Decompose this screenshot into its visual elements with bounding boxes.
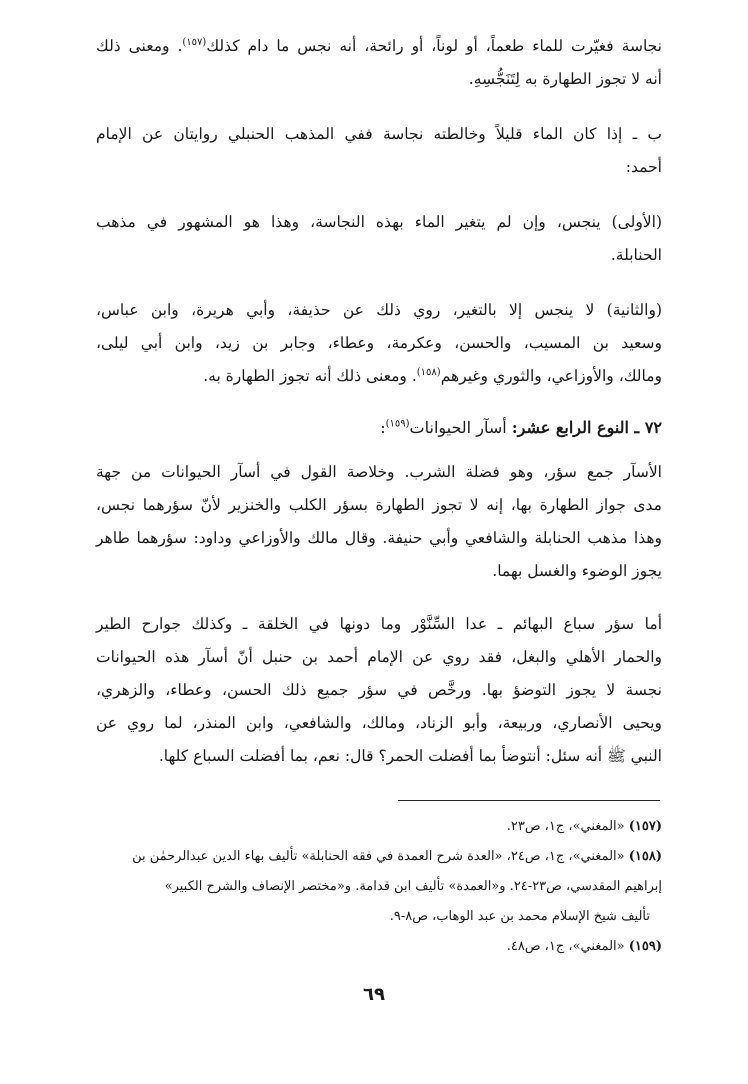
paragraph-1 xyxy=(96,30,662,96)
text-line: نجسة لا يجوز التوضؤ بها. ورخَّص في سؤر جميع ذلك الحسن، وعطاء، والزهري، xyxy=(96,681,662,699)
text-line: وهذا مذهب الحنابلة والشافعي وأبي حنيفة. وقال مالك والأوزاعي وداود: سؤرهما طاهر xyxy=(96,529,662,547)
text-segment: نجاسة فغيّرت للماء طعماً، أو لوناً، أو رائحة، أنه نجس ما دام كذلك xyxy=(206,37,662,55)
footnote-158-continued: إبراهيم المقدسي، ص٢٣-٢٤. و«العمدة» تأليف ابن قدامة. و«مختصر الإنصاف والشرح الكبير» xyxy=(164,879,662,894)
text-line: أحمد: xyxy=(625,158,662,176)
text-line xyxy=(96,30,662,63)
footnote-text: «المغني»، ج١، ص٤٨. xyxy=(506,939,625,954)
text-line xyxy=(96,360,662,393)
text-line: الأسآر جمع سؤر، وهو فضلة الشرب. وخلاصة القول في أسآر الحيوانات من جهة xyxy=(96,463,662,481)
footnote-text: «المغني»، ج١، ص٢٤، «العدة شرح العمدة في فقه الحنابلة» تأليف بهاء الدين عبدالرحمٰن بن xyxy=(132,849,625,864)
paragraph-4 xyxy=(96,294,662,393)
footnote-158 xyxy=(96,842,662,872)
heading-colon: : xyxy=(380,418,386,437)
text-segment: . ومعنى ذلك أنه تجوز الطهارة به. xyxy=(203,367,417,385)
section-number-title: ٧٢ ـ النوع الرابع عشر: xyxy=(511,418,662,437)
footnotes xyxy=(96,812,662,962)
section-subject: أسآر الحيوانات xyxy=(409,418,507,437)
text-line: (الأولى) ينجس، وإن لم يتغير الماء بهذه النجاسة، وهذا هو المشهور في مذهب xyxy=(96,213,662,231)
text-segment: . ومعنى ذلك xyxy=(96,37,183,55)
footnote-ref-157[interactable]: (١٥٧) xyxy=(182,36,207,48)
footnote-157 xyxy=(96,812,662,842)
footnote-text: «المغني»، ج١، ص٢٣. xyxy=(506,819,625,834)
text-line: أما سؤر سباع البهائم ـ عدا السِّنَّوْر وما دونها في الخلقة ـ وكذلك جوارح الطير xyxy=(96,615,662,633)
text-line: مدى جواز الطهارة بها، إنه لا تجوز الطهارة بسؤر الكلب والخنزير لأنّ سؤرهما نجس، xyxy=(96,496,662,514)
paragraph-3 xyxy=(96,206,662,272)
footnote-159 xyxy=(96,932,662,962)
footnote-number: (١٥٨) xyxy=(628,849,662,864)
section-heading xyxy=(96,411,662,444)
footnote-ref-158[interactable]: (١٥٨) xyxy=(416,366,441,378)
text-line: ب ـ إذا كان الماء قليلاً وخالطته نجاسة ففي المذهب الحنبلي روايتان عن الإمام xyxy=(96,125,662,143)
footnote-ref-159[interactable]: (١٥٩) xyxy=(385,418,410,430)
text-line: الحنابلة. xyxy=(610,246,662,264)
text-line: والحمار الأهلي والبغل، فقد روي عن الإمام أحمد بن حنبل أنّ أسآر هذه الحيوانات xyxy=(96,648,662,666)
footnote-number: (١٥٩) xyxy=(628,939,662,954)
text-segment: ومالك، والأوزاعي، والثوري وغيرهم xyxy=(440,367,662,385)
footnote-number: (١٥٧) xyxy=(628,819,662,834)
text-line: النبي ﷺ أنه سئل: أنتوضأ بما أفضلت الحمر؟ قال: نعم، بما أفضلت السباع كلها. xyxy=(158,747,662,765)
text-line: ويحيى الأنصاري، وربيعة، وأبو الزناد، ومالك، والشافعي، وابن المنذر، لما روي عن xyxy=(96,714,662,732)
footnote-158-continued: تأليف شيخ الإسلام محمد بن عبد الوهاب، ص٨-٩. xyxy=(389,909,650,924)
page-body xyxy=(96,30,662,773)
text-line: (والثانية) لا ينجس إلا بالتغير، روي ذلك عن حذيفة، وأبي هريرة، وابن عباس، xyxy=(96,301,662,319)
paragraph-6 xyxy=(96,608,662,773)
page-number: ٦٩ xyxy=(363,984,385,1005)
text-line: وسعيد بن المسيب، والحسن، وعكرمة، وعطاء، وجابر بن زيد، وابن أبي ليلى، xyxy=(96,334,662,352)
footnote-separator xyxy=(398,800,660,801)
text-line: أنه لا تجوز الطهارة به لِتَنَجُّسِهِ. xyxy=(468,70,662,88)
paragraph-2 xyxy=(96,118,662,184)
paragraph-5 xyxy=(96,456,662,588)
text-line: يجوز الوضوء والغسل بهما. xyxy=(492,562,662,580)
